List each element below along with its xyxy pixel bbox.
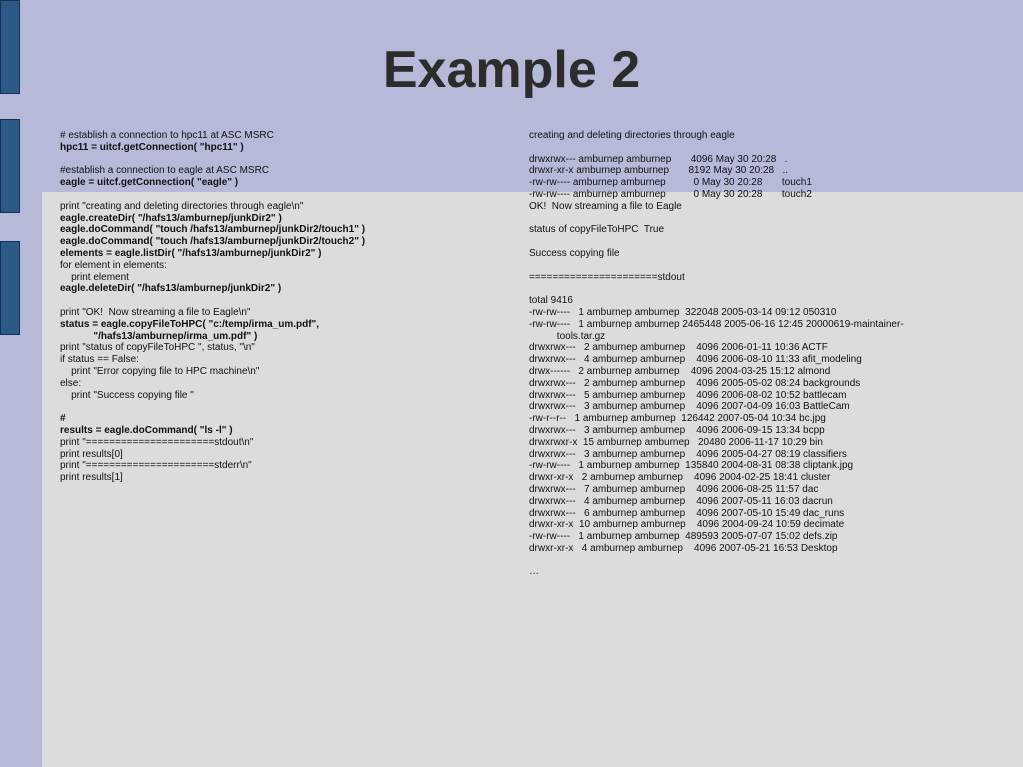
output-line: creating and deleting directories through eagle [529, 130, 735, 141]
code-line: print results[1] [60, 472, 123, 484]
output-line: drwxrwx--- 4 amburnep amburnep 4096 2007-05-11 16:03 dacrun [529, 495, 833, 507]
blank-line [529, 142, 1019, 154]
code-line: status = eagle.copyFileToHPC( "c:/temp/irma_um.pdf", [60, 318, 320, 330]
output-line: -rw-rw---- amburnep amburnep 0 May 30 20:28 touch2 [529, 188, 812, 200]
code-line: print "======================stdout\n" [60, 436, 254, 448]
output-line: -rw-rw---- 1 amburnep amburnep 135840 2004-08-31 08:38 cliptank.jpg [529, 460, 854, 472]
slide-title: Example 2 [382, 41, 641, 99]
code-line: print "======================stderr\n" [60, 460, 252, 472]
output-line: drwxr-xr-x 2 amburnep amburnep 4096 2004-02-25 18:41 cluster [529, 472, 831, 484]
blank-line [529, 213, 1019, 225]
output-line: drwxrwx--- 5 amburnep amburnep 4096 2006-08-02 10:52 battlecam [529, 389, 847, 401]
code-line: # establish a connection to hpc11 at ASC MSRC [60, 130, 274, 141]
code-line: print "creating and deleting directories through eagle\n" [60, 200, 304, 212]
output-line: -rw-rw---- 1 amburnep amburnep 2465448 2005-06-16 12:45 20000619-maintainer- tools.tar.gz [529, 318, 904, 342]
code-line: print element [60, 271, 129, 283]
code-line: #establish a connection to eagle at ASC MSRC [60, 165, 270, 177]
output-line: -rw-rw---- 1 amburnep amburnep 322048 2005-03-14 09:12 050310 [529, 306, 837, 318]
code-line: print results[0] [60, 448, 123, 460]
blank-line [529, 236, 1019, 248]
code-listing [60, 130, 500, 484]
blank-line [529, 283, 1019, 295]
code-line: results = eagle.doCommand( "ls -l" ) [60, 424, 233, 436]
output-line: drwxrwx--- amburnep amburnep 4096 May 30 20:28 . [529, 153, 788, 165]
output-line: ======================stdout [529, 271, 685, 283]
code-line: eagle = uitcf.getConnection( "eagle" ) [60, 177, 239, 189]
code-line: for element in elements: [60, 259, 167, 271]
output-line: -rw-rw---- amburnep amburnep 0 May 30 20:28 touch1 [529, 177, 812, 189]
output-line: drwxrwx--- 2 amburnep amburnep 4096 2006-01-11 10:36 ACTF [529, 342, 828, 354]
blank-line [529, 555, 1019, 567]
blank-line [60, 401, 500, 413]
program-output [529, 130, 1019, 578]
output-line: drwxrwx--- 2 amburnep amburnep 4096 2005-05-02 08:24 backgrounds [529, 377, 861, 389]
code-line: eagle.doCommand( "touch /hafs13/amburnep/junkDir2/touch2" ) [60, 236, 366, 248]
code-line: print "status of copyFileToHPC ", status, "\n" [60, 342, 255, 354]
output-line: drwxrwx--- 7 amburnep amburnep 4096 2006-08-25 11:57 dac [529, 483, 819, 495]
code-line: else: [60, 377, 82, 389]
output-line: -rw-rw---- 1 amburnep amburnep 489593 2005-07-07 15:02 defs.zip [529, 531, 838, 543]
output-line: drwxrwxr-x 15 amburnep amburnep 20480 2006-11-17 10:29 bin [529, 436, 823, 448]
code-line: eagle.createDir( "/hafs13/amburnep/junkDir2" ) [60, 212, 282, 224]
blank-line [60, 154, 500, 166]
output-line: total 9416 [529, 295, 573, 307]
code-line: hpc11 = uitcf.getConnection( "hpc11" ) [60, 141, 244, 153]
blank-line [529, 260, 1019, 272]
blank-line [60, 295, 500, 307]
side-accent-block [0, 241, 20, 335]
blank-line [60, 189, 500, 201]
output-line: -rw-r--r-- 1 amburnep amburnep 126442 2007-05-04 10:34 bc.jpg [529, 413, 826, 425]
output-line: drwxrwx--- 3 amburnep amburnep 4096 2007-04-09 16:03 BattleCam [529, 401, 850, 413]
output-line: drwxr-xr-x amburnep amburnep 8192 May 30 20:28 .. [529, 165, 789, 177]
output-line: drwxr-xr-x 10 amburnep amburnep 4096 2004-09-24 10:59 decimate [529, 519, 845, 531]
output-line: OK! Now streaming a file to Eagle [529, 200, 682, 212]
output-line: drwxr-xr-x 4 amburnep amburnep 4096 2007-05-21 16:53 Desktop [529, 542, 838, 554]
code-line: elements = eagle.listDir( "/hafs13/amburnep/junkDir2" ) [60, 247, 322, 259]
code-line: print "Error copying file to HPC machine\n" [60, 365, 260, 377]
output-line: Success copying file [529, 247, 620, 259]
code-line: print "OK! Now streaming a file to Eagle\n" [60, 306, 251, 318]
code-line: "/hafs13/amburnep/irma_um.pdf" ) [60, 330, 258, 342]
output-line: drwxrwx--- 6 amburnep amburnep 4096 2007-05-10 15:49 dac_runs [529, 507, 845, 519]
output-line: drwxrwx--- 3 amburnep amburnep 4096 2005-04-27 08:19 classifiers [529, 448, 847, 460]
output-line: … [529, 566, 539, 578]
code-line: eagle.deleteDir( "/hafs13/amburnep/junkDir2" ) [60, 283, 282, 295]
output-line: drwxrwx--- 3 amburnep amburnep 4096 2006-09-15 13:34 bcpp [529, 424, 825, 436]
side-accent-block [0, 119, 20, 213]
code-line: print "Success copying file " [60, 389, 194, 401]
output-line: drwx------ 2 amburnep amburnep 4096 2004-03-25 15:12 almond [529, 365, 831, 377]
code-line: # [60, 413, 66, 425]
code-line: if status == False: [60, 354, 139, 366]
code-line: eagle.doCommand( "touch /hafs13/amburnep/junkDir2/touch1" ) [60, 224, 366, 236]
slide-left-strip [0, 0, 42, 767]
output-line: drwxrwx--- 4 amburnep amburnep 4096 2006-08-10 11:33 afit_modeling [529, 354, 862, 366]
output-line: status of copyFileToHPC True [529, 224, 665, 236]
